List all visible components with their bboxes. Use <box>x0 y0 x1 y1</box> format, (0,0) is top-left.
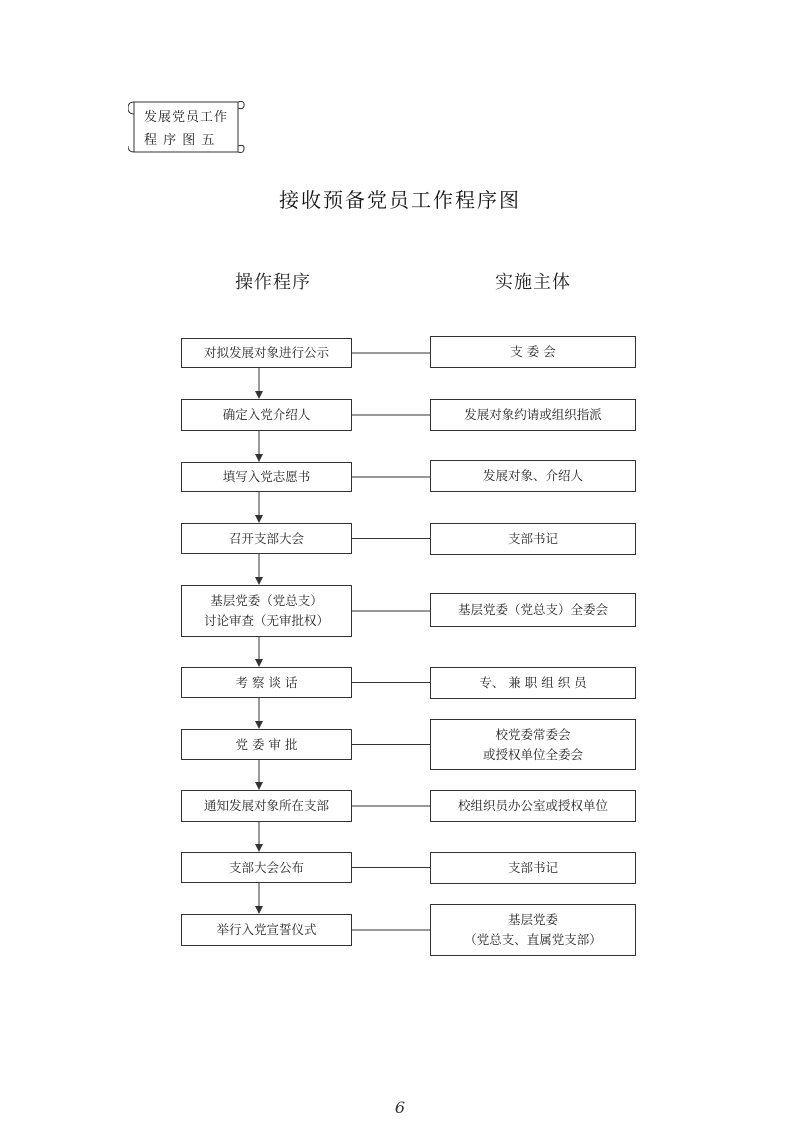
operation-step-9: 支部大会公布 <box>181 852 352 883</box>
operation-step-2: 确定入党介绍人 <box>181 399 352 431</box>
actor-box-3: 发展对象、介绍人 <box>430 460 636 492</box>
actor-box-4: 支部书记 <box>430 523 636 555</box>
operation-step-1: 对拟发展对象进行公示 <box>181 338 352 368</box>
actor-box-6: 专、 兼 职 组 织 员 <box>430 667 636 699</box>
operation-step-4: 召开支部大会 <box>181 523 352 554</box>
actor-box-9: 支部书记 <box>430 852 636 884</box>
operation-step-10: 举行入党宣誓仪式 <box>181 914 352 946</box>
operation-step-8: 通知发展对象所在支部 <box>181 790 352 822</box>
operation-step-5: 基层党委（党总支） 讨论审查（无审批权） <box>181 585 352 637</box>
actor-box-2: 发展对象约请或组织指派 <box>430 399 636 431</box>
actor-box-5: 基层党委（党总支）全委会 <box>430 593 636 627</box>
corner-label-line1: 发展党员工作 <box>144 110 229 125</box>
operation-step-7: 党 委 审 批 <box>181 729 352 760</box>
actor-box-8: 校组织员办公室或授权单位 <box>430 790 636 822</box>
actor-box-7: 校党委常委会 或授权单位全委会 <box>430 719 636 770</box>
corner-label-line2: 程 序 图 五 <box>144 133 216 148</box>
actors-column-header: 实施主体 <box>495 272 571 293</box>
actor-box-1: 支 委 会 <box>430 336 636 368</box>
operations-column-header: 操作程序 <box>235 272 311 293</box>
actor-box-10: 基层党委 （党总支、直属党支部） <box>430 904 636 956</box>
page-number: 6 <box>394 1098 406 1117</box>
operation-step-6: 考 察 谈 话 <box>181 667 352 698</box>
diagram-title: 接收预备党员工作程序图 <box>279 188 521 212</box>
operation-step-3: 填写入党志愿书 <box>181 462 352 492</box>
